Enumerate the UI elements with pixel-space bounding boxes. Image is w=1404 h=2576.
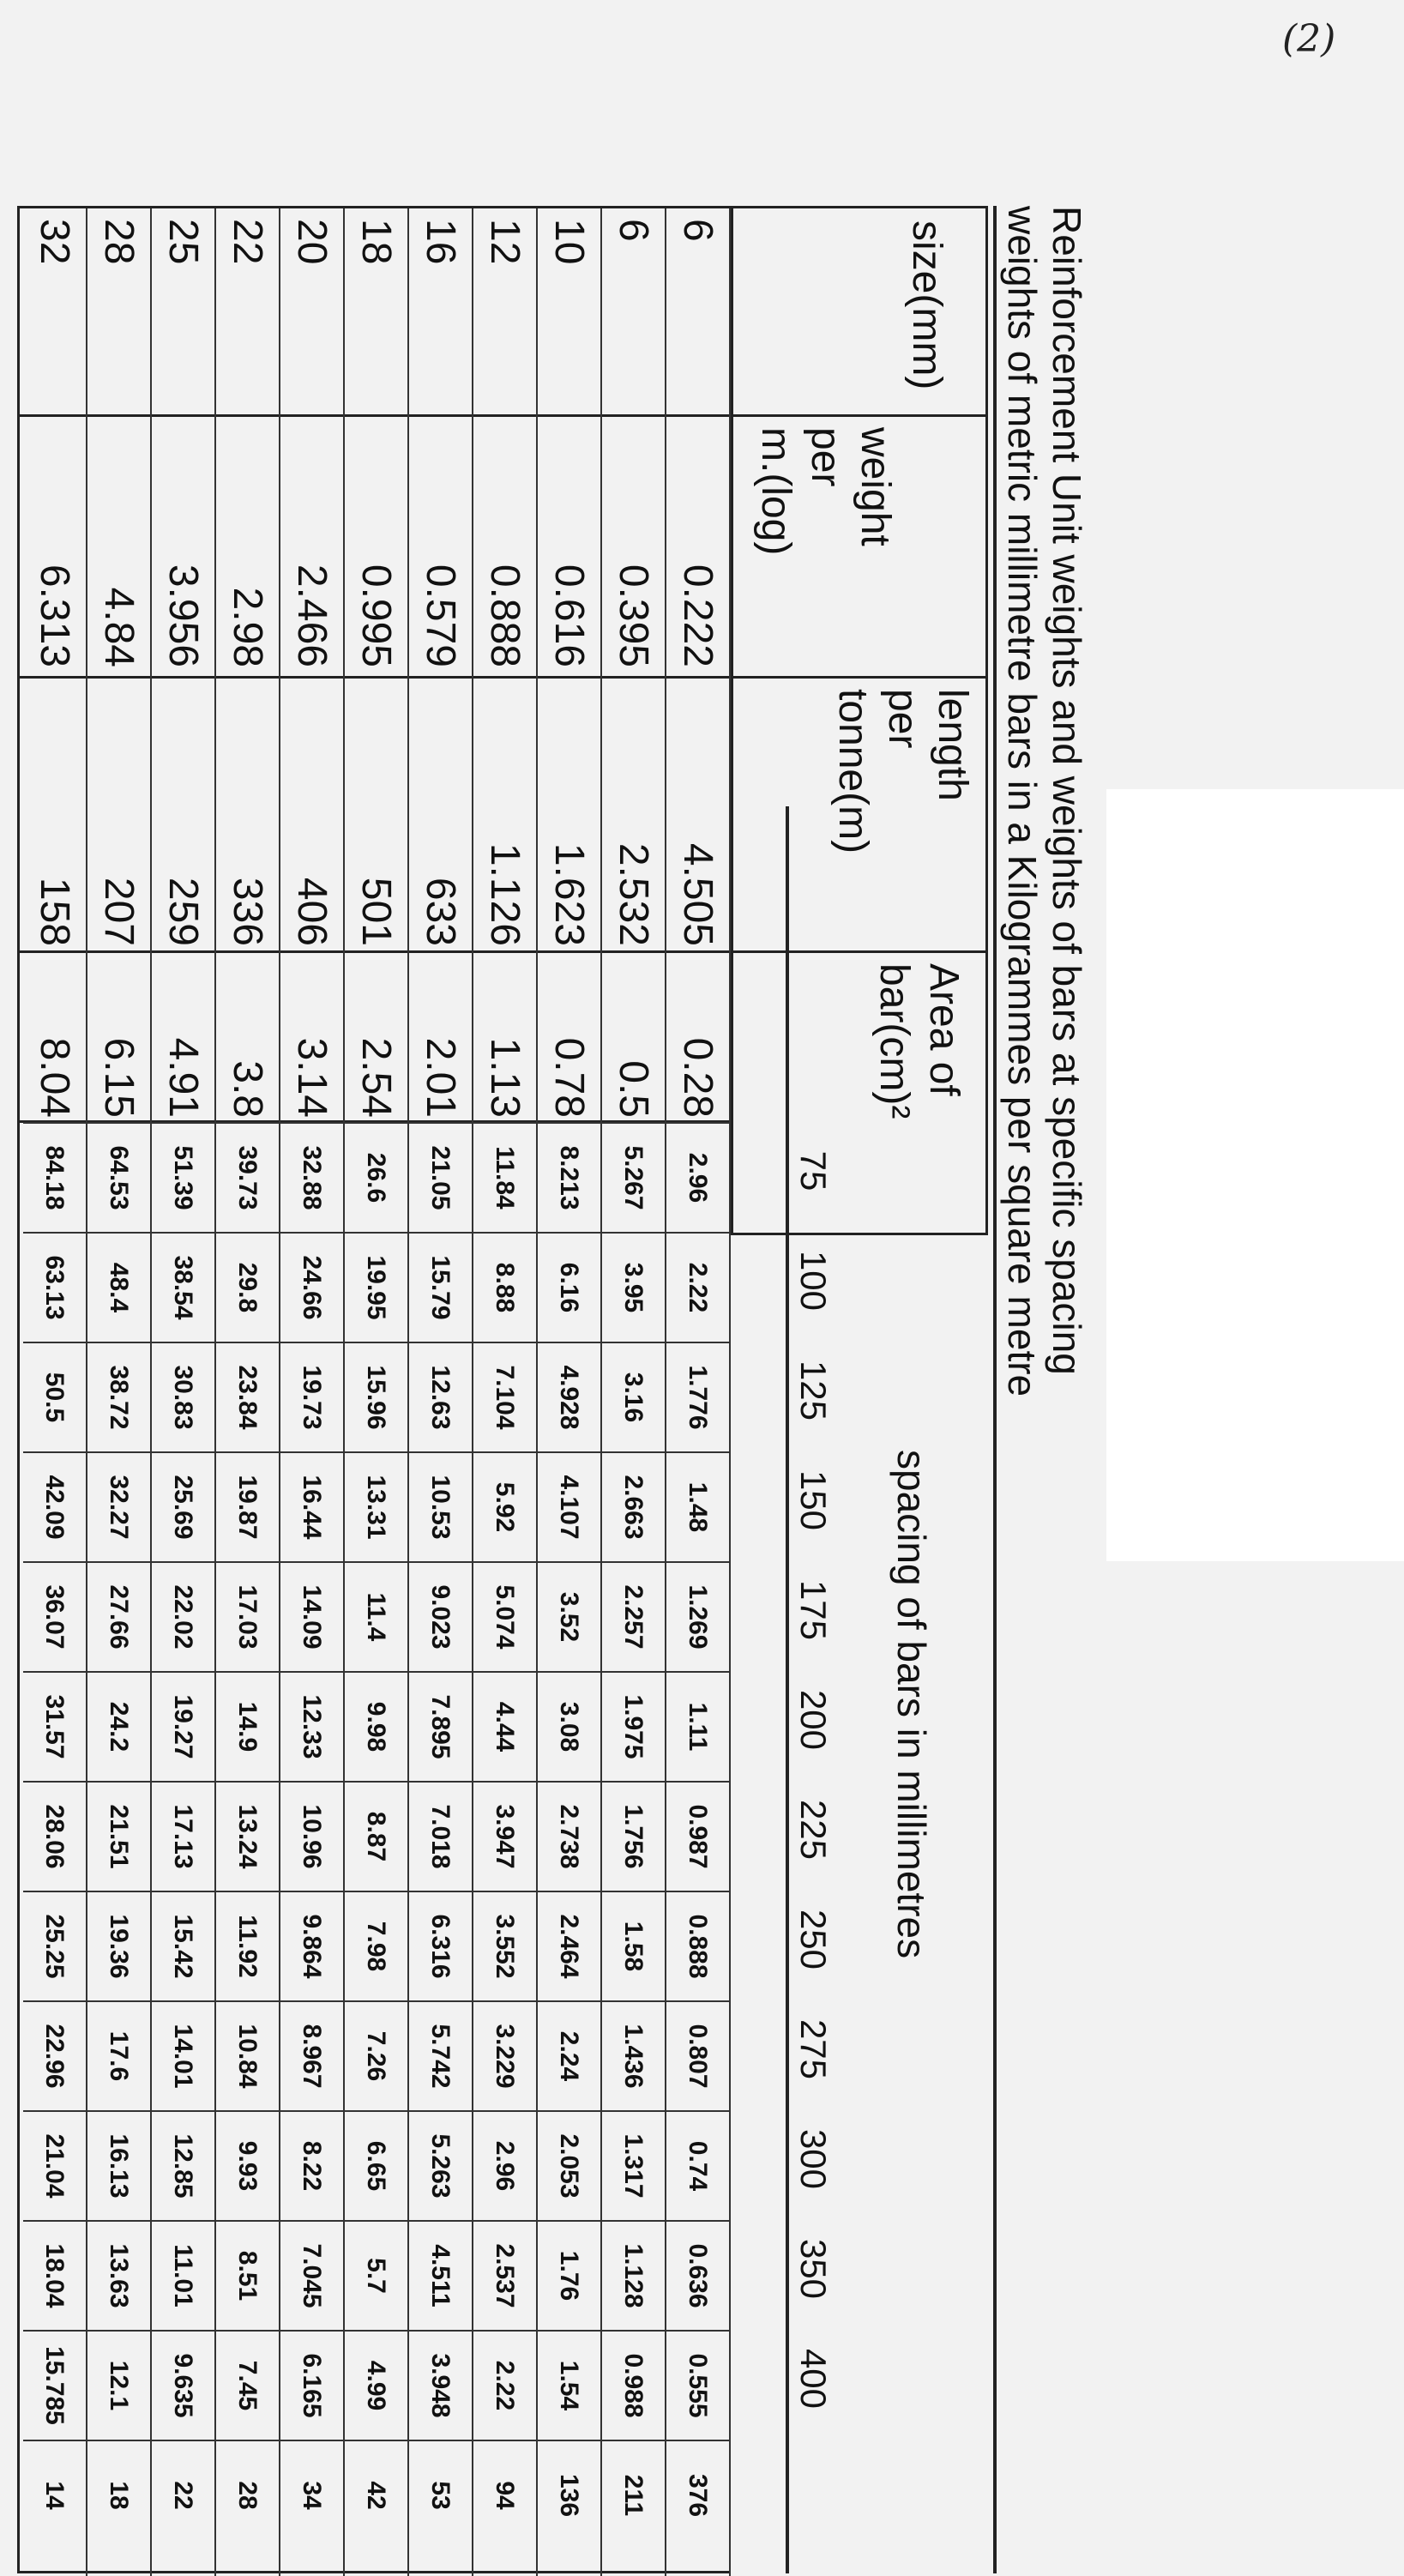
spacing-weight-cell: 8.22 bbox=[280, 2110, 343, 2220]
spacing-weight-cell: 7.45 bbox=[216, 2330, 279, 2440]
spacing-label: 125 bbox=[793, 1360, 834, 1421]
spacing-weight-cell: 1.776 bbox=[666, 1342, 729, 1451]
spacing-weight-cell: 1.58 bbox=[602, 1891, 665, 2000]
spacing-weight-cell: 15.96 bbox=[345, 1342, 407, 1451]
weight-per-m-cell: 2.466 bbox=[289, 564, 334, 667]
spacing-weight-cell: 6.16 bbox=[538, 1232, 600, 1342]
header-divider bbox=[733, 676, 985, 679]
title-rule bbox=[993, 206, 997, 2573]
spacing-weight-cell: 6.65 bbox=[345, 2110, 407, 2220]
spacing-weight-cell: 1.76 bbox=[538, 2220, 600, 2330]
spacing-weight-cell: 42.09 bbox=[23, 1451, 86, 1561]
header-weight-line-2: per bbox=[803, 427, 848, 487]
spacing-weight-cell: 5.074 bbox=[473, 1561, 536, 1671]
spacing-weight-cell: 2.053 bbox=[538, 2110, 600, 2220]
spacing-label: 200 bbox=[793, 1689, 834, 1751]
spacing-weight-cell: 3.52 bbox=[538, 1561, 600, 1671]
weight-per-m-cell: 0.995 bbox=[353, 564, 399, 667]
spacing-weight-cell: 94 bbox=[473, 2440, 536, 2549]
spacing-weight-cell: 0.555 bbox=[666, 2330, 729, 2440]
spacing-weight-cell: 12.1 bbox=[87, 2330, 150, 2440]
spacing-weight-cell: 24.66 bbox=[280, 1232, 343, 1342]
spacing-label: 275 bbox=[793, 2018, 834, 2080]
bar-size-cell: 12 bbox=[482, 219, 527, 265]
weight-per-m-cell: 0.888 bbox=[482, 564, 527, 667]
table-row bbox=[345, 208, 409, 2576]
weight-per-m-cell: 0.395 bbox=[611, 564, 656, 667]
spacing-weight-cell: 32.27 bbox=[87, 1451, 150, 1561]
spacing-weight-cell: 18 bbox=[87, 2440, 150, 2549]
spacing-weight-cell: 12.63 bbox=[409, 1342, 472, 1451]
spacing-weight-cell: 21.04 bbox=[23, 2110, 86, 2220]
table-row bbox=[216, 208, 280, 2576]
spacing-weight-cell: 51.39 bbox=[152, 1122, 214, 1232]
header-length-line-1: length bbox=[930, 689, 975, 801]
spacing-weight-cell: 30.83 bbox=[152, 1342, 214, 1451]
spacing-weight-cell: 14 bbox=[23, 2440, 86, 2549]
spacing-weight-cell: 29.8 bbox=[216, 1232, 279, 1342]
spacing-weight-cell: 9.635 bbox=[152, 2330, 214, 2440]
table-row bbox=[473, 208, 538, 2576]
header-area-line-2: bar(cm)² bbox=[871, 963, 917, 1119]
spacing-weight-cell: 32.88 bbox=[280, 1122, 343, 1232]
bar-size-cell: 16 bbox=[418, 219, 463, 265]
spacing-weight-cell: 14.9 bbox=[216, 1671, 279, 1781]
spacing-weight-cell: 9.864 bbox=[280, 1891, 343, 2000]
bar-area-cell: 0.28 bbox=[675, 1037, 720, 1118]
spacing-weight-cell: 17.6 bbox=[87, 2000, 150, 2110]
spacing-weight-cell: 2.738 bbox=[538, 1781, 600, 1891]
bar-size-cell: 18 bbox=[353, 219, 399, 265]
table-row bbox=[666, 208, 731, 2576]
table-row bbox=[280, 208, 345, 2576]
spacing-weight-cell: 63.13 bbox=[23, 1232, 86, 1342]
spacing-weight-cell: 0.988 bbox=[602, 2330, 665, 2440]
spacing-weight-cell: 1.436 bbox=[602, 2000, 665, 2110]
spacing-label: 225 bbox=[793, 1799, 834, 1861]
header-length-line-3: tonne(m) bbox=[830, 689, 876, 854]
spacing-heading: spacing of bars in millimetres bbox=[889, 1450, 934, 1959]
spacing-weight-cell: 6.316 bbox=[409, 1891, 472, 2000]
spacing-weight-cell: 8.967 bbox=[280, 2000, 343, 2110]
spacing-weight-cell: 2.24 bbox=[538, 2000, 600, 2110]
length-per-tonne-cell: 158 bbox=[32, 877, 77, 946]
table-row bbox=[538, 208, 602, 2576]
spacing-weight-cell: 48.4 bbox=[87, 1232, 150, 1342]
spacing-weight-cell: 21.05 bbox=[409, 1122, 472, 1232]
table-row bbox=[602, 208, 666, 2576]
spacing-weight-cell: 25.69 bbox=[152, 1451, 214, 1561]
spacing-weight-cell: 64.53 bbox=[87, 1122, 150, 1232]
spacing-weight-cell: 3.948 bbox=[409, 2330, 472, 2440]
bar-size-cell: 10 bbox=[546, 219, 592, 265]
bar-size-cell: 6 bbox=[611, 219, 656, 242]
spacing-weight-cell: 50.5 bbox=[23, 1342, 86, 1451]
spacing-weight-cell: 0.636 bbox=[666, 2220, 729, 2330]
rotated-table-page bbox=[17, 206, 1089, 2573]
spacing-weight-cell: 11.01 bbox=[152, 2220, 214, 2330]
length-per-tonne-cell: 633 bbox=[418, 877, 463, 946]
spacing-weight-cell: 5.263 bbox=[409, 2110, 472, 2220]
bar-size-cell: 22 bbox=[225, 219, 270, 265]
spacing-weight-cell: 1.128 bbox=[602, 2220, 665, 2330]
weight-per-m-cell: 0.222 bbox=[675, 564, 720, 667]
header-length-line-2: per bbox=[880, 689, 925, 749]
length-per-tonne-cell: 1.623 bbox=[546, 842, 592, 946]
spacing-weight-cell: 10.96 bbox=[280, 1781, 343, 1891]
spacing-weight-cell: 11.4 bbox=[345, 1561, 407, 1671]
document-title: Reinforcement Unit weights and weights of bars at specific spacing bbox=[1045, 206, 1089, 1375]
weights-table bbox=[17, 206, 731, 2573]
spacing-weight-cell: 2.96 bbox=[473, 2110, 536, 2220]
spacing-weight-cell: 11.92 bbox=[216, 1891, 279, 2000]
spacing-weight-cell: 27.66 bbox=[87, 1561, 150, 1671]
spacing-weight-cell: 3.229 bbox=[473, 2000, 536, 2110]
spacing-weight-cell: 9.98 bbox=[345, 1671, 407, 1781]
spacing-weight-cell: 5.267 bbox=[602, 1122, 665, 1232]
page-number: (2) bbox=[1282, 17, 1336, 61]
bar-area-cell: 0.5 bbox=[611, 1060, 656, 1118]
spacing-weight-cell: 7.98 bbox=[345, 1891, 407, 2000]
bar-area-cell: 6.15 bbox=[96, 1037, 142, 1118]
spacing-rule bbox=[786, 806, 789, 2573]
length-per-tonne-cell: 406 bbox=[289, 877, 334, 946]
spacing-weight-cell: 5.7 bbox=[345, 2220, 407, 2330]
length-per-tonne-cell: 1.126 bbox=[482, 842, 527, 946]
spacing-weight-cell: 36.07 bbox=[23, 1561, 86, 1671]
spacing-label: 175 bbox=[793, 1579, 834, 1641]
spacing-weight-cell: 15.42 bbox=[152, 1891, 214, 2000]
spacing-weight-cell: 16.13 bbox=[87, 2110, 150, 2220]
spacing-weight-cell: 2.464 bbox=[538, 1891, 600, 2000]
bar-size-cell: 20 bbox=[289, 219, 334, 265]
spacing-weight-cell: 8.87 bbox=[345, 1781, 407, 1891]
spacing-weight-cell: 39.73 bbox=[216, 1122, 279, 1232]
weight-per-m-cell: 3.956 bbox=[160, 564, 206, 667]
spacing-weight-cell: 4.928 bbox=[538, 1342, 600, 1451]
spacing-label: 100 bbox=[793, 1250, 834, 1312]
header-area bbox=[869, 963, 968, 1119]
spacing-weight-cell: 8.88 bbox=[473, 1232, 536, 1342]
spacing-weight-cell: 11.84 bbox=[473, 1122, 536, 1232]
spacing-weight-cell: 14.01 bbox=[152, 2000, 214, 2110]
header-weight bbox=[750, 427, 900, 555]
bar-size-cell: 6 bbox=[675, 219, 720, 242]
table-row bbox=[87, 208, 152, 2576]
spacing-weight-cell: 2.22 bbox=[666, 1232, 729, 1342]
bar-area-cell: 3.14 bbox=[289, 1037, 334, 1118]
spacing-weight-cell: 9.93 bbox=[216, 2110, 279, 2220]
spacing-weight-cell: 19.95 bbox=[345, 1232, 407, 1342]
spacing-weight-cell: 10.84 bbox=[216, 2000, 279, 2110]
spacing-weight-cell: 9.023 bbox=[409, 1561, 472, 1671]
document-subtitle: weights of metric millimetre bars in a Kilogrammes per square metre bbox=[1000, 206, 1045, 1397]
spacing-weight-cell: 0.807 bbox=[666, 2000, 729, 2110]
spacing-weight-cell: 53 bbox=[409, 2440, 472, 2549]
spacing-weight-cell: 4.107 bbox=[538, 1451, 600, 1561]
spacing-weight-cell: 2.96 bbox=[666, 1122, 729, 1232]
spacing-weight-cell: 19.73 bbox=[280, 1342, 343, 1451]
spacing-weight-cell: 3.947 bbox=[473, 1781, 536, 1891]
spacing-weight-cell: 1.975 bbox=[602, 1671, 665, 1781]
spacing-weight-cell: 19.27 bbox=[152, 1671, 214, 1781]
length-per-tonne-cell: 336 bbox=[225, 877, 270, 946]
spacing-weight-cell: 22 bbox=[152, 2440, 214, 2549]
spacing-weight-cell: 0.888 bbox=[666, 1891, 729, 2000]
spacing-weight-cell: 5.742 bbox=[409, 2000, 472, 2110]
spacing-weight-cell: 136 bbox=[538, 2440, 600, 2549]
spacing-weight-cell: 4.99 bbox=[345, 2330, 407, 2440]
spacing-weight-cell: 3.95 bbox=[602, 1232, 665, 1342]
spacing-weight-cell: 8.51 bbox=[216, 2220, 279, 2330]
header-divider bbox=[733, 414, 985, 417]
length-per-tonne-cell: 207 bbox=[96, 877, 142, 946]
spacing-weight-cell: 15.79 bbox=[409, 1232, 472, 1342]
header-weight-line-1: weight bbox=[853, 427, 898, 546]
spacing-weight-cell: 3.08 bbox=[538, 1671, 600, 1781]
spacing-weight-cell: 2.663 bbox=[602, 1451, 665, 1561]
spacing-weight-cell: 7.045 bbox=[280, 2220, 343, 2330]
header-length bbox=[828, 689, 977, 854]
spacing-weight-cell: 1.48 bbox=[666, 1451, 729, 1561]
spacing-weight-cell: 17.03 bbox=[216, 1561, 279, 1671]
weight-per-m-cell: 6.313 bbox=[32, 564, 77, 667]
spacing-weight-cell: 10.53 bbox=[409, 1451, 472, 1561]
spacing-weight-cell: 1.756 bbox=[602, 1781, 665, 1891]
spacing-weight-cell: 25.25 bbox=[23, 1891, 86, 2000]
spacing-weight-cell: 16.44 bbox=[280, 1451, 343, 1561]
spacing-weight-cell: 19.87 bbox=[216, 1451, 279, 1561]
spacing-label: 300 bbox=[793, 2128, 834, 2190]
spacing-weight-cell: 1.317 bbox=[602, 2110, 665, 2220]
spacing-weight-cell: 211 bbox=[602, 2440, 665, 2549]
weight-per-m-cell: 2.98 bbox=[225, 587, 270, 667]
bar-size-cell: 25 bbox=[160, 219, 206, 265]
spacing-weight-cell: 8.213 bbox=[538, 1122, 600, 1232]
bar-area-cell: 3.8 bbox=[225, 1060, 270, 1118]
spacing-weight-cell: 15.785 bbox=[23, 2330, 86, 2440]
spacing-weight-cell: 3.16 bbox=[602, 1342, 665, 1451]
table-row bbox=[23, 208, 87, 2576]
length-per-tonne-cell: 2.532 bbox=[611, 842, 656, 946]
spacing-weight-cell: 22.02 bbox=[152, 1561, 214, 1671]
header-size: size(mm) bbox=[904, 220, 949, 390]
bar-area-cell: 2.01 bbox=[418, 1037, 463, 1118]
spacing-weight-cell: 7.104 bbox=[473, 1342, 536, 1451]
spacing-weight-cell: 0.74 bbox=[666, 2110, 729, 2220]
weight-per-m-cell: 0.579 bbox=[418, 564, 463, 667]
spacing-weight-cell: 5.92 bbox=[473, 1451, 536, 1561]
bar-area-cell: 2.54 bbox=[353, 1037, 399, 1118]
bar-area-cell: 1.13 bbox=[482, 1037, 527, 1118]
table-header bbox=[731, 206, 988, 1235]
spacing-label: 150 bbox=[793, 1469, 834, 1531]
spacing-weight-cell: 13.24 bbox=[216, 1781, 279, 1891]
spacing-weight-cell: 18.04 bbox=[23, 2220, 86, 2330]
spacing-weight-cell: 31.57 bbox=[23, 1671, 86, 1781]
spacing-weight-cell: 21.51 bbox=[87, 1781, 150, 1891]
spacing-weight-cell: 376 bbox=[666, 2440, 729, 2549]
header-area-line-1: Area of bbox=[921, 963, 967, 1096]
spacing-weight-cell: 13.31 bbox=[345, 1451, 407, 1561]
header-weight-line-3: m.(log) bbox=[753, 427, 798, 556]
spacing-weight-cell: 2.257 bbox=[602, 1561, 665, 1671]
spacing-weight-cell: 6.165 bbox=[280, 2330, 343, 2440]
spacing-weight-cell: 17.13 bbox=[152, 1781, 214, 1891]
spacing-weight-cell: 7.26 bbox=[345, 2000, 407, 2110]
spacing-weight-cell: 2.22 bbox=[473, 2330, 536, 2440]
spacing-weight-cell: 34 bbox=[280, 2440, 343, 2549]
spacing-weight-cell: 19.36 bbox=[87, 1891, 150, 2000]
bar-size-cell: 28 bbox=[96, 219, 142, 265]
spacing-weight-cell: 38.72 bbox=[87, 1342, 150, 1451]
spacing-weight-cell: 4.44 bbox=[473, 1671, 536, 1781]
spacing-weight-cell: 38.54 bbox=[152, 1232, 214, 1342]
spacing-weight-cell: 2.537 bbox=[473, 2220, 536, 2330]
spacing-weight-cell: 7.018 bbox=[409, 1781, 472, 1891]
weight-per-m-cell: 0.616 bbox=[546, 564, 592, 667]
table-row bbox=[409, 208, 473, 2576]
spacing-weight-cell: 28 bbox=[216, 2440, 279, 2549]
spacing-label: 350 bbox=[793, 2238, 834, 2300]
spacing-weight-cell: 1.11 bbox=[666, 1671, 729, 1781]
spacing-weight-cell: 12.85 bbox=[152, 2110, 214, 2220]
spacing-weight-cell: 3.552 bbox=[473, 1891, 536, 2000]
spacing-weight-cell: 23.84 bbox=[216, 1342, 279, 1451]
spacing-weight-cell: 84.18 bbox=[23, 1122, 86, 1232]
spacing-weight-cell: 4.511 bbox=[409, 2220, 472, 2330]
spacing-weight-cell: 13.63 bbox=[87, 2220, 150, 2330]
scan-white-patch bbox=[1106, 789, 1404, 1561]
spacing-label: 75 bbox=[793, 1150, 834, 1191]
spacing-weight-cell: 0.987 bbox=[666, 1781, 729, 1891]
bar-area-cell: 8.04 bbox=[32, 1037, 77, 1118]
spacing-weight-cell: 14.09 bbox=[280, 1561, 343, 1671]
bar-area-cell: 0.78 bbox=[546, 1037, 592, 1118]
spacing-label: 400 bbox=[793, 2348, 834, 2410]
spacing-weight-cell: 42 bbox=[345, 2440, 407, 2549]
bar-area-cell: 4.91 bbox=[160, 1037, 206, 1118]
length-per-tonne-cell: 4.505 bbox=[675, 842, 720, 946]
table-row bbox=[152, 208, 216, 2576]
spacing-weight-cell: 7.895 bbox=[409, 1671, 472, 1781]
header-divider bbox=[733, 950, 985, 953]
spacing-weight-cell: 24.2 bbox=[87, 1671, 150, 1781]
length-per-tonne-cell: 259 bbox=[160, 877, 206, 946]
length-per-tonne-cell: 501 bbox=[353, 877, 399, 946]
bar-size-cell: 32 bbox=[32, 219, 77, 265]
spacing-weight-cell: 26.6 bbox=[345, 1122, 407, 1232]
spacing-weight-cell: 1.269 bbox=[666, 1561, 729, 1671]
spacing-label: 250 bbox=[793, 1909, 834, 1970]
spacing-weight-cell: 12.33 bbox=[280, 1671, 343, 1781]
spacing-weight-cell: 28.06 bbox=[23, 1781, 86, 1891]
spacing-weight-cell: 1.54 bbox=[538, 2330, 600, 2440]
weight-per-m-cell: 4.84 bbox=[96, 587, 142, 667]
spacing-weight-cell: 22.96 bbox=[23, 2000, 86, 2110]
